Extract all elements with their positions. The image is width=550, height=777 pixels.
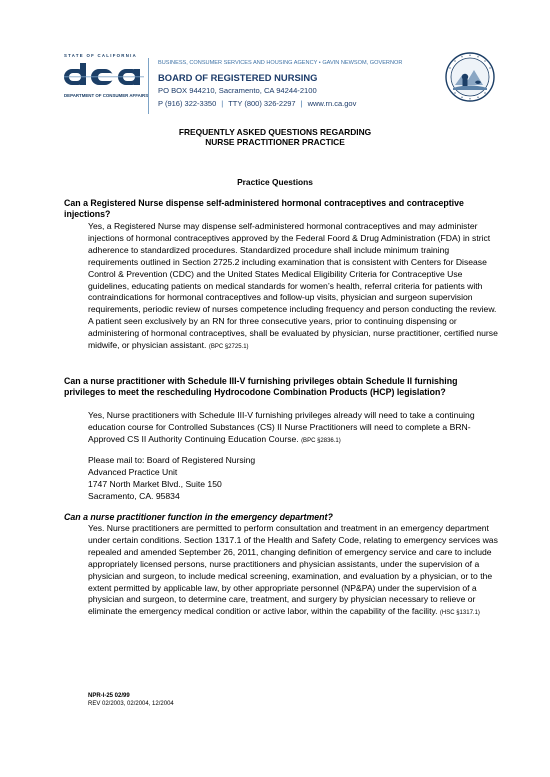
- tty-number: TTY (800) 326-2297: [228, 99, 296, 108]
- question-2: Can a nurse practitioner with Schedule III-V furnishing privileges obtain Schedule II furnishing privileges to meet the rescheduling Hydrocodone Combination Products (HCP) legislation?: [64, 376, 458, 397]
- answer-3-citation: (HSC §1317.1): [439, 610, 480, 617]
- dca-logo: [64, 63, 144, 89]
- contact-separator: |: [300, 99, 303, 108]
- mailing-line-1: Please mail to: Board of Registered Nursing: [88, 455, 256, 465]
- answer-2-text: Yes, Nurse practitioners with Schedule III-V furnishing privileges already will need to take a continuing education course for Controlled Substances (CS) II Nurse Practitioners will need to complete a BRN-Approved CS II Authority Continuing Education Course.: [88, 410, 475, 444]
- answer-1-text: Yes, a Registered Nurse may dispense self-administered hormonal contraceptives and may administer injections of hormonal contraceptives approved by the Federal Foord & Drug Administration (FDA) in strict adherence to standardized procedures. Standardized procedure shall include minimum training requirements outlined in Section 2725.2 including examination that is consistent with Centers for Disease Control & Prevention (CDC) and the United States Medical Eligibility Criteria for Contraceptive Use guidelines, educating patients on medical standards for women’s health, referral criteria for patients with contraindications for hormonal contraceptives and follow-up visits, physician and surgeon supervision requirements, periodic review of nurses competence including frequency and person conducting the review. A patient seen exclusively by an RN for three consecutive years, prior to continuing dispensing or administering of hormonal contraceptives, shall be evaluated by physician, nurse practitioner, certified nurse midwife, or physician assistant.: [88, 221, 498, 351]
- phone-number: P (916) 322-3350: [158, 99, 217, 108]
- po-box-address: PO BOX 944210, Sacramento, CA 94244-2100: [158, 86, 317, 95]
- answer-2: [88, 410, 500, 448]
- answer-1: [88, 221, 500, 354]
- state-of-california-label: STATE OF CALIFORNIA: [64, 53, 137, 58]
- answer-2-citation: (BPC §2836.1): [301, 437, 341, 444]
- document-title-line1: FREQUENTLY ASKED QUESTIONS REGARDING: [178, 127, 372, 137]
- question-1: Can a Registered Nurse dispense self-administered hormonal contraceptives and contraceptive injections?: [64, 198, 464, 219]
- website-link[interactable]: www.rn.ca.gov: [307, 99, 357, 108]
- section-heading: Practice Questions: [237, 177, 313, 187]
- mailing-line-3: 1747 North Market Blvd., Suite 150: [88, 478, 222, 489]
- dept-of-consumer-affairs-label: DEPARTMENT OF CONSUMER AFFAIRS: [64, 93, 149, 98]
- answer-3: [88, 523, 500, 620]
- form-number: NPR-I-25 02/99: [88, 693, 130, 699]
- revision-dates: REV 02/2003, 02/2004, 12/2004: [88, 701, 174, 707]
- header-divider: [148, 58, 149, 114]
- document-title-line2: NURSE PRACTITIONER PRACTICE: [205, 137, 345, 147]
- state-seal-icon: [445, 52, 495, 102]
- answer-3-text: Yes. Nurse practitioners are permitted to perform consultation and treatment in an emergency department under certain conditions. Section 1317.1 of the Health and Safety Code, relating to emergency services was repealed and amended September 26, 2011, changing definition of emergency service and care to include appropriately licensed persons, nurse practitioners and physician assistants, under the supervision of a physician and surgeon, to include medical screening, examination, and evaluation by a physician, or to the extent permitted by applicable law, by other appropriate personnel (NP&PA) under the supervision of a physician and surgeon, to determine care, treatment, and surgery by physician necessary to relieve or eliminate the emergency medical condition or active labor, within the capability of the facility.: [88, 523, 498, 617]
- mailing-address: [88, 455, 255, 503]
- answer-1-citation: (BPC §2725.1): [208, 344, 249, 351]
- board-name: BOARD OF REGISTERED NURSING: [158, 72, 318, 83]
- contact-line: [158, 99, 356, 108]
- mailing-line-2: Advanced Practice Unit: [88, 466, 178, 477]
- mailing-line-4: Sacramento, CA. 95834: [88, 490, 180, 501]
- question-3: Can a nurse practitioner function in the emergency department?: [64, 512, 333, 522]
- agency-line: BUSINESS, CONSUMER SERVICES AND HOUSING AGENCY • GAVIN NEWSOM, GOVERNOR: [158, 60, 403, 66]
- contact-separator: |: [221, 99, 224, 108]
